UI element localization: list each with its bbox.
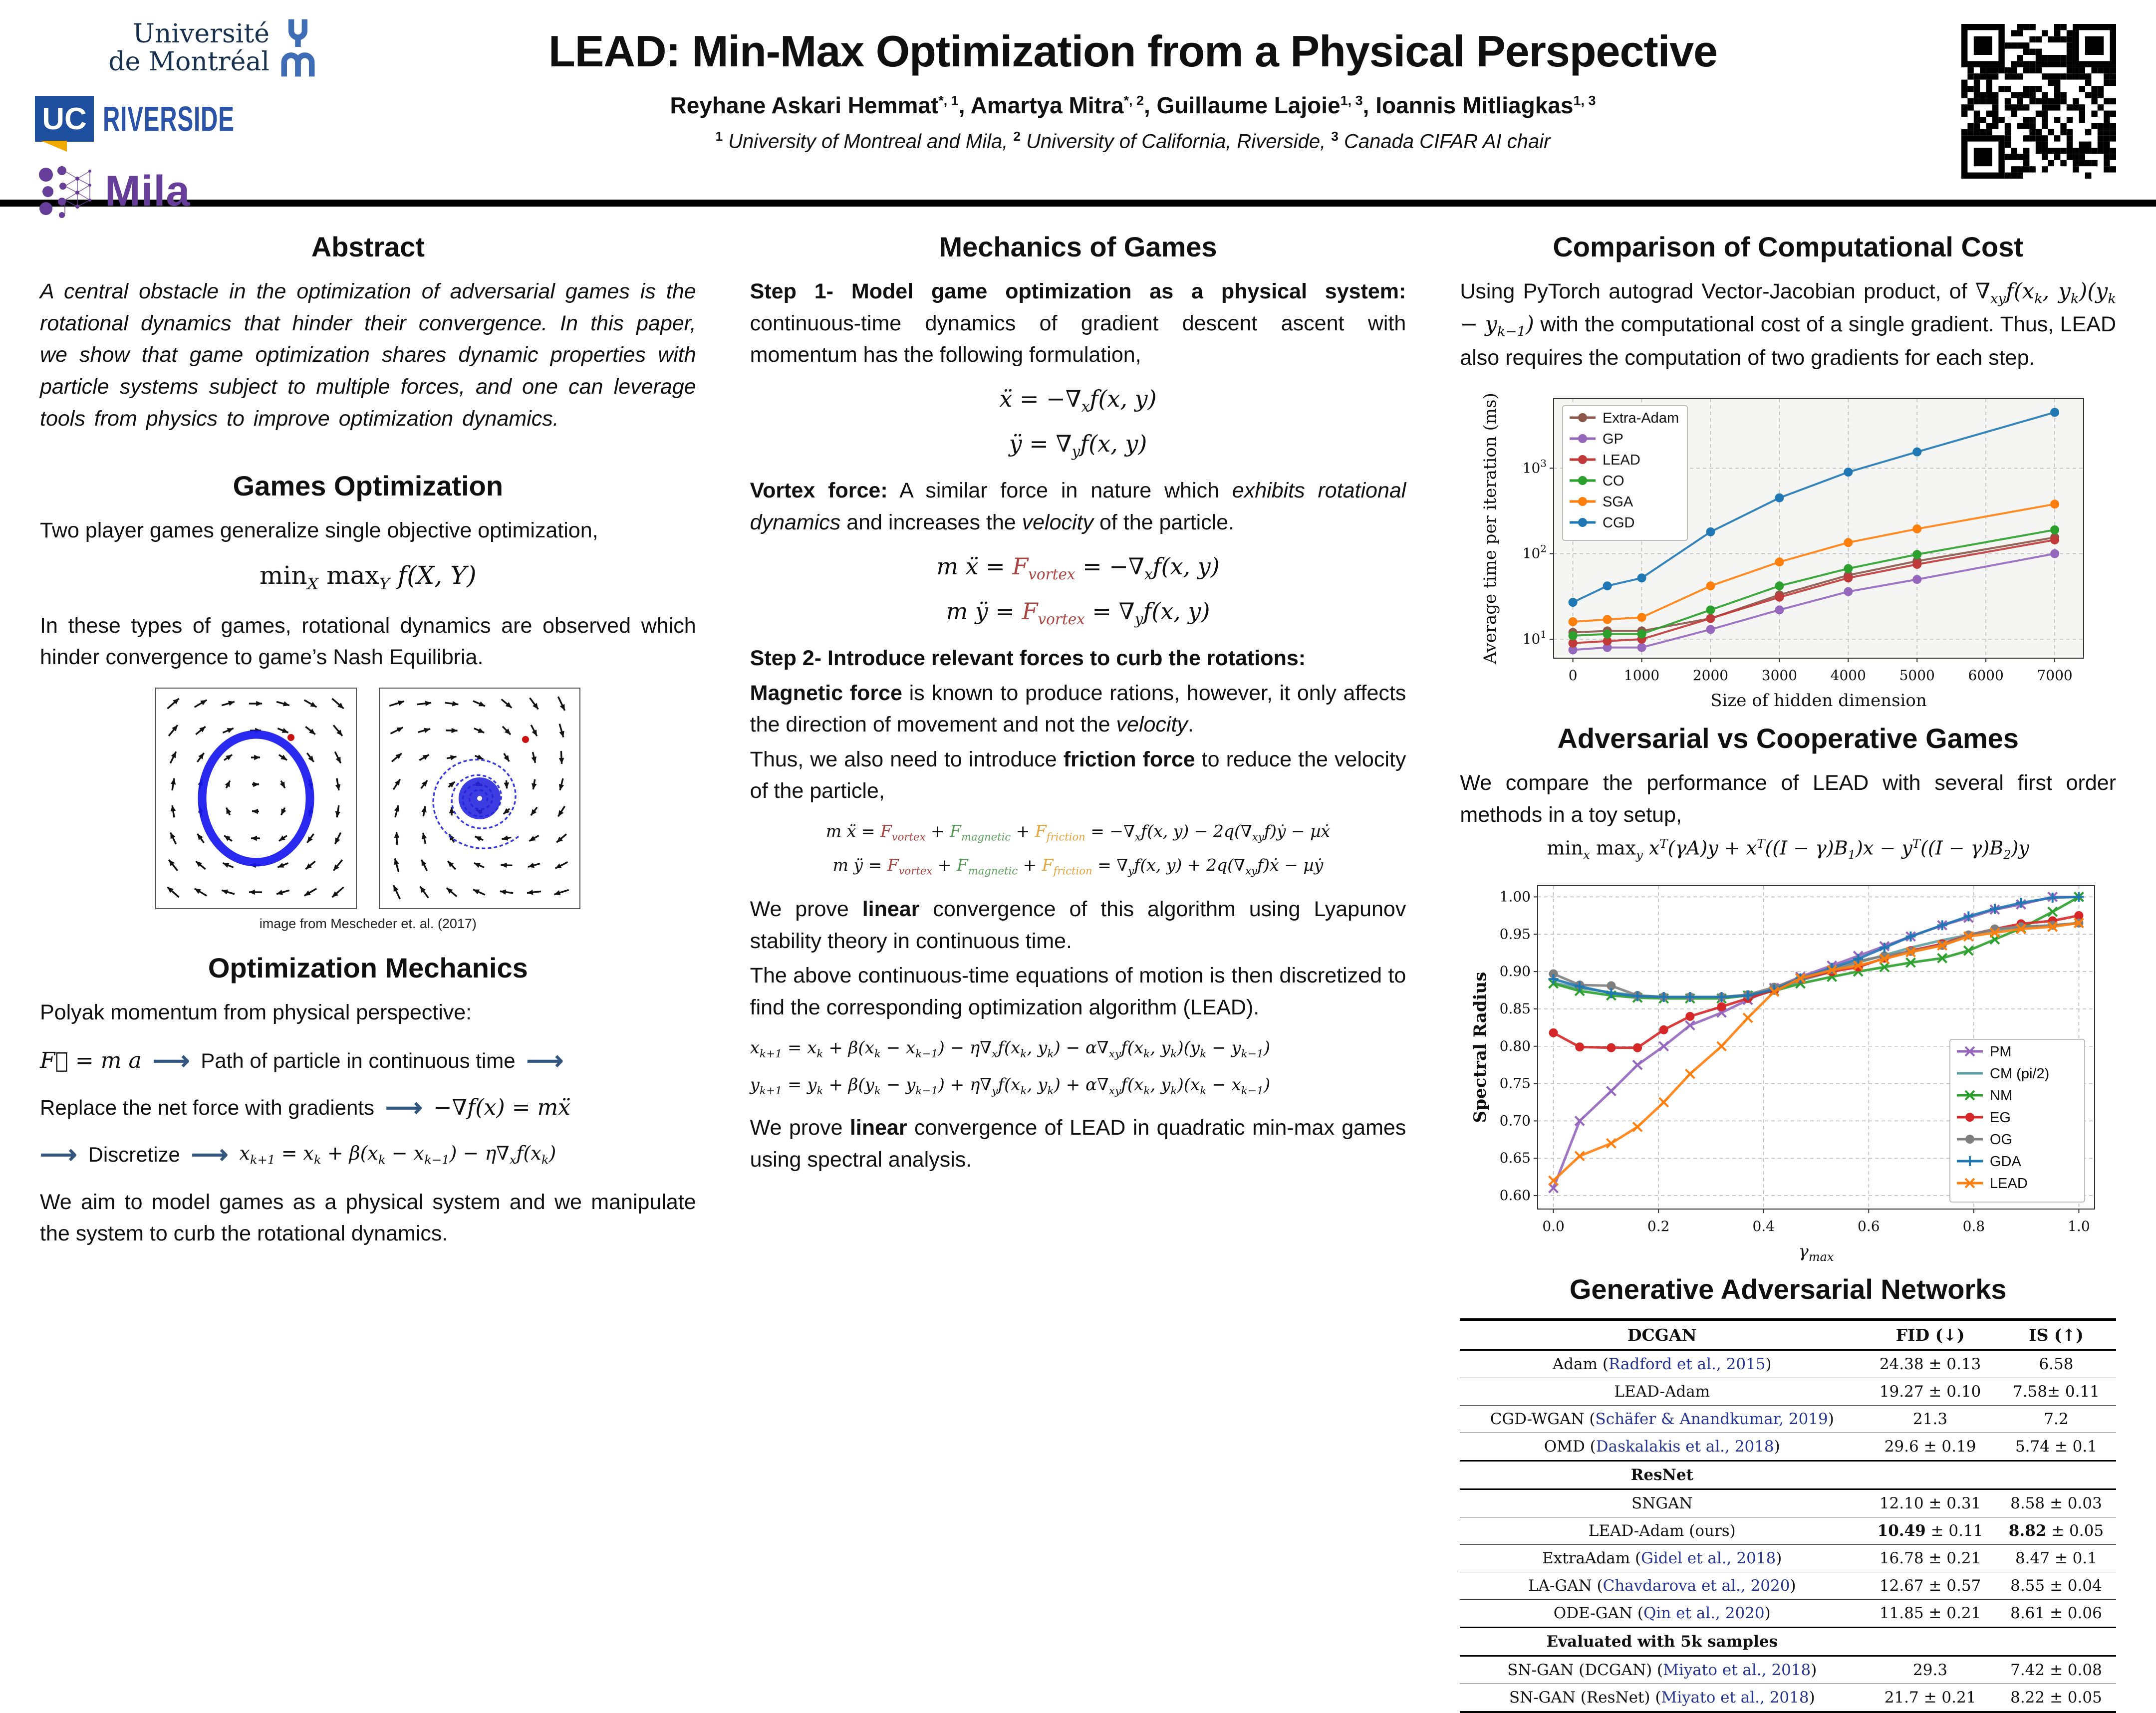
svg-text:PM: PM (1990, 1044, 2012, 1060)
svg-text:102: $10^2$ (1522, 543, 1546, 562)
svg-text:4000: 4000 (1830, 667, 1866, 684)
svg-text:Average time per iteration (ms: Average time per iteration (ms) (1480, 393, 1500, 665)
udem-logo (35, 18, 319, 78)
svg-text:CGD: CGD (1603, 515, 1634, 531)
linear-convergence-paragraph: We prove linear convergence of this algorithm using Lyapunov stability theory in continuous time. (750, 894, 1406, 957)
authors-line: Reyhane Askari Hemmat$^{*, 1}$, Amartya Mitra$^{*, 2}$, Guillaume Lajoie$^{1, 3}$, Ioannis Mitliagkas$^{1, 3}$ (319, 92, 1946, 119)
games-optimization-p1: Two player games generalize single objective optimization, (40, 515, 696, 547)
table-row: SNGAN 12.10 ± 0.31 8.58 ± 0.03 (1460, 1489, 2116, 1517)
svg-text:SGA: SGA (1603, 494, 1633, 510)
svg-text:Size of hidden dimension: Size of hidden dimension (1710, 691, 1927, 711)
mila-logo (35, 159, 319, 224)
flow-line-3 (40, 1140, 696, 1170)
svg-text:0.4: 0.4 (1752, 1218, 1775, 1234)
flow-line-1 (40, 1046, 696, 1076)
vector-field-plot-left (155, 688, 357, 909)
table-row: ODE-GAN (Qin et al., 2020) 11.85 ± 0.21 8.61 ± 0.06 (1460, 1599, 2116, 1627)
svg-text:0: 0 (1568, 667, 1577, 684)
svg-text:0.2: 0.2 (1647, 1218, 1670, 1234)
table-section-row: ResNet (1460, 1461, 2116, 1489)
svg-text:0.8: 0.8 (1962, 1218, 1985, 1234)
flow-arrow-icon: ⟶ (153, 1046, 190, 1076)
svg-text:LEAD: LEAD (1603, 452, 1640, 468)
replace-net-force-label: Replace the net force with gradients (40, 1096, 374, 1120)
column-middle (750, 220, 1406, 1424)
toy-setup-equation: $\min_x \max_y x^T(\gamma A)y + x^T((I - \gamma)B_1)x - y^T((I - \gamma)B_2)y$ (1460, 836, 2116, 862)
flow-arrow-icon: ⟶ (527, 1046, 564, 1076)
games-optimization-heading: Games Optimization (40, 470, 696, 502)
svg-text:NM: NM (1990, 1088, 2012, 1104)
mila-logo-word: Mila (105, 167, 190, 216)
svg-text:LEAD: LEAD (1990, 1176, 2028, 1192)
table-header-cell: DCGAN (1460, 1319, 1864, 1350)
vector-field-figures (40, 688, 696, 909)
lead-x-update-equation: $x_{k+1} = x_k + \beta(x_k - x_{k-1}) - \eta\nabla_xf(x_k$, $y_k) - \alpha\nabla_{xy}f(x_k$, $y_k)(y_k - y_{k-1})$ (750, 1038, 1406, 1060)
svg-text:0.75: 0.75 (1499, 1075, 1530, 1091)
table-row: OMD (Daskalakis et al., 2018) 29.6 ± 0.19 5.74 ± 0.1 (1460, 1433, 2116, 1461)
polyak-intro: Polyak momentum from physical perspective: (40, 997, 696, 1029)
forces-y-equation: m ÿ = $F_{vortex} + F_{magnetic} + F_{friction} = \nabla_yf(x$, $y) + 2q(\nabla_{xy}f)ẋ$ − µẏ (750, 855, 1406, 877)
aim-paragraph: We aim to model games as a physical system and we manipulate the system to curb the rotational dynamics. (40, 1187, 696, 1250)
affiliations-line: $^1$ University of Montreal and Mila, $^2$ University of California, Riverside, $^3$ Canada CIFAR AI chair (319, 129, 1946, 153)
magnetic-paragraph: Magnetic force is known to produce rations, however, it only affects the direction of movement and not the velocity. (750, 678, 1406, 741)
abstract-text: A central obstacle in the optimization of adversarial games is the rotational dynamics that hinder their convergence. In this paper, we show that game optimization shares dynamic properties with particle systems subject to multiple forces, and one can leverage tools from physics to improve optimization dynamics. (40, 276, 696, 435)
cost-line-chart (1479, 388, 2098, 717)
svg-text:GDA: GDA (1990, 1154, 2022, 1170)
vortex-y-equation: m ÿ = $F_{vortex} = \nabla_yf(x$, y) (750, 598, 1406, 628)
figure-caption: image from Mescheder et. al. (2017) (40, 916, 696, 932)
column-left (40, 220, 696, 1424)
svg-text:OG: OG (1990, 1132, 2012, 1148)
abstract-heading: Abstract (40, 231, 696, 263)
svg-text:0.60: 0.60 (1499, 1187, 1530, 1204)
svg-text:0.80: 0.80 (1499, 1038, 1530, 1054)
computational-cost-paragraph: Using PyTorch autograd Vector-Jacobian product, of $\nabla_{xy}f(x_k$, $y_k)(y_k - y_{k-1})$ with the computational cost of a single gradient. Thus, LEAD also requires the computation of two gradients for each step. (1460, 276, 2116, 374)
svg-text:0.6: 0.6 (1858, 1218, 1880, 1234)
discretize-label: Discretize (88, 1143, 180, 1167)
svg-text:1000: 1000 (1624, 667, 1659, 684)
optimization-mechanics-heading: Optimization Mechanics (40, 952, 696, 984)
svg-text:7000: 7000 (2037, 667, 2072, 684)
svg-text:3000: 3000 (1761, 667, 1797, 684)
institution-logos (35, 18, 319, 224)
vector-field-plot-right (379, 688, 580, 909)
computational-cost-heading: Comparison of Computational Cost (1460, 231, 2116, 263)
table-row: LEAD-Adam (ours) 10.49 ± 0.11 8.82 ± 0.05 (1460, 1517, 2116, 1544)
svg-text:6000: 6000 (1968, 667, 2003, 684)
step2-heading-paragraph: Step 2- Introduce relevant forces to curb the rotations: (750, 643, 1406, 675)
adversarial-vs-cooperative-heading: Adversarial vs Cooperative Games (1460, 722, 2116, 754)
svg-text:1.00: 1.00 (1499, 888, 1530, 905)
net-force-equation: −∇f(x) = mẍ (434, 1095, 570, 1120)
svg-text:CM (pi/2): CM (pi/2) (1990, 1066, 2049, 1082)
path-of-particle-label: Path of particle in continuous time (201, 1049, 515, 1073)
svg-text:2000: 2000 (1693, 667, 1728, 684)
vortex-paragraph: Vortex force: A similar force in nature which exhibits rotational dynamics and increases the velocity of the particle. (750, 475, 1406, 538)
table-section-row: Evaluated with 5k samples (1460, 1627, 2116, 1656)
ucr-logo-word: RIVERSIDE (103, 98, 235, 139)
table-row: LA-GAN (Chavdarova et al., 2020) 12.67 ± 0.57 8.55 ± 0.04 (1460, 1572, 2116, 1599)
forces-x-equation: m ẍ = $F_{vortex} + F_{magnetic} + F_{friction} = -\nabla_xf(x$, $y) - 2q(\nabla_{xy}f)ẏ$ − µẋ (750, 821, 1406, 843)
svg-text:1.0: 1.0 (2068, 1218, 2090, 1234)
svg-text:101: $10^1$ (1522, 628, 1546, 647)
udem-fork-icon (276, 18, 319, 78)
mechanics-of-games-heading: Mechanics of Games (750, 231, 1406, 263)
ucr-logo (35, 96, 319, 142)
adversarial-paragraph: We compare the performance of LEAD with several first order methods in a toy setup, (1460, 767, 2116, 831)
svg-text:0.95: 0.95 (1499, 926, 1530, 942)
flow-line-2 (40, 1093, 696, 1123)
table-row: SN-GAN (DCGAN) (Miyato et al., 2018) 29.3 7.42 ± 0.08 (1460, 1656, 2116, 1684)
games-optimization-p2: In these types of games, rotational dynamics are observed which hinder convergence to game’s Nash Equilibria. (40, 610, 696, 674)
flow-arrow-icon: ⟶ (385, 1093, 423, 1123)
svg-text:CO: CO (1603, 473, 1624, 489)
svg-text:103: $10^3$ (1522, 458, 1546, 477)
gda-y-equation: ÿ = $\nabla_yf(x$, y) (750, 430, 1406, 460)
svg-text:Extra-Adam: Extra-Adam (1603, 410, 1679, 426)
udem-logo-text: Université de Montréal (108, 20, 270, 76)
gan-heading: Generative Adversarial Networks (1460, 1273, 2116, 1305)
mila-network-icon (35, 159, 100, 224)
column-right (1460, 220, 2116, 1424)
svg-text:0.70: 0.70 (1499, 1112, 1530, 1129)
step1-paragraph: Step 1- Model game optimization as a physical system: continuous-time dynamics of gradient descent ascent with momentum has the following formulation, (750, 276, 1406, 371)
table-row: LEAD-Adam 19.27 ± 0.10 7.58± 0.11 (1460, 1378, 2116, 1405)
gan-results-table (1460, 1318, 2116, 1713)
svg-text:γmax: $\gamma_{max}$ (1798, 1241, 1834, 1264)
svg-text:0.90: 0.90 (1499, 963, 1530, 979)
svg-text:0.65: 0.65 (1499, 1150, 1530, 1166)
vortex-x-equation: m ẍ = $F_{vortex} = -\nabla_xf(x$, y) (750, 553, 1406, 583)
spectral-analysis-paragraph: We prove linear convergence of LEAD in quadratic min-max games using spectral analysis. (750, 1112, 1406, 1176)
svg-text:GP: GP (1603, 431, 1623, 447)
header-divider (0, 200, 2156, 207)
flow-arrow-icon: ⟶ (40, 1140, 77, 1170)
gda-x-equation: ẍ = $-\nabla_xf(x$, y) (750, 385, 1406, 415)
table-row: Adam (Radford et al., 2015) 24.38 ± 0.13 6.58 (1460, 1350, 2116, 1378)
f-ma-equation: F⃗ = m a (40, 1048, 142, 1073)
cost-chart-figure (1460, 388, 2116, 717)
friction-paragraph: Thus, we also need to introduce friction force to reduce the velocity of the particle, (750, 744, 1406, 807)
svg-text:Spectral Radius: Spectral Radius (1470, 972, 1490, 1123)
svg-text:0.0: 0.0 (1542, 1218, 1565, 1234)
poster-header (0, 0, 2156, 200)
poster-title: LEAD: Min-Max Optimization from a Physical Perspective (319, 26, 1946, 77)
table-row: CGD-WGAN (Schäfer & Anandkumar, 2019) 21.3 7.2 (1460, 1405, 2116, 1433)
spectral-chart-figure (1460, 874, 2116, 1268)
qr-code (1961, 18, 2121, 181)
minmax-equation: $\min_X \max_Y f(X$, Y) (40, 561, 696, 593)
svg-text:0.85: 0.85 (1499, 1000, 1530, 1017)
table-row: SN-GAN (ResNet) (Miyato et al., 2018) 21.7 ± 0.21 8.22 ± 0.05 (1460, 1684, 2116, 1712)
table-row: ExtraAdam (Gidel et al., 2018) 16.78 ± 0.21 8.47 ± 0.1 (1460, 1544, 2116, 1572)
svg-text:EG: EG (1990, 1110, 2011, 1126)
table-header-cell: IS (↑) (1996, 1319, 2116, 1350)
spectral-radius-line-chart (1469, 874, 2108, 1268)
table-header-cell: FID (↓) (1864, 1319, 1996, 1350)
ucr-logo-fold (41, 141, 67, 152)
discretized-paragraph: The above continuous-time equations of motion is then discretized to find the corresponding optimization algorithm (LEAD). (750, 960, 1406, 1023)
lead-y-update-equation: $y_{k+1} = y_k + \beta(y_k - y_{k-1}) + \eta\nabla_yf(x_k$, $y_k) + \alpha\nabla_{xy}f(x_k$, $y_k)(x_k - x_{k-1})$ (750, 1075, 1406, 1097)
discretized-momentum-equation: $x_{k+1} = x_k + \beta(x_k - x_{k-1}) - \eta\nabla_xf(x_k)$ (239, 1142, 556, 1167)
ucr-logo-mark: UC (35, 96, 94, 142)
flow-arrow-icon: ⟶ (191, 1140, 229, 1170)
svg-text:5000: 5000 (1899, 667, 1934, 684)
